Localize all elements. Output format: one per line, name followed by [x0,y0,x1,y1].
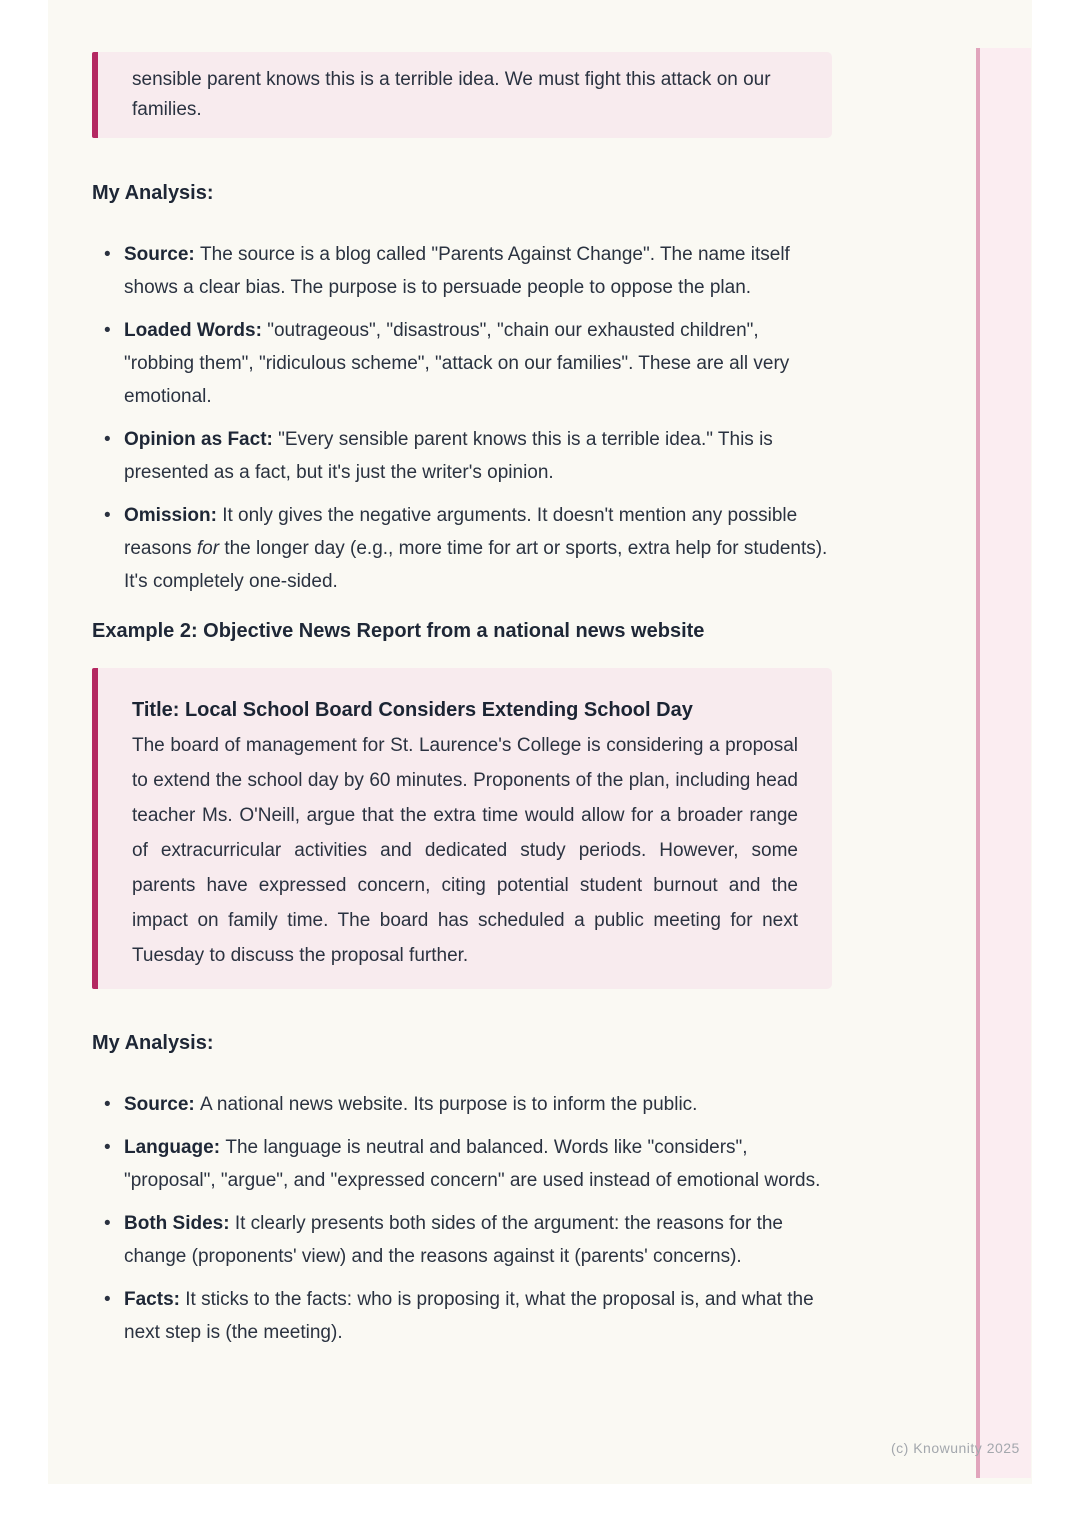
quote-article-title: Title: Local School Board Considers Extending School Day [132,699,693,721]
quote-article-body: The board of management for St. Laurence's College is considering a proposal to extend the school day by 60 minutes. Proponents of the plan, including head teacher Ms. O'Neill, argue that the extra time would allow for a broader range of extracurricular activities and dedicated study periods. However, some parents have expressed concern, citing potential student burnout and the impact on family time. The board has scheduled a public meeting for next Tuesday to discuss the proposal further. [132,735,798,966]
page-content [92,0,832,1359]
quote-block-news-report [92,668,832,989]
list-item-omission: • Omission: It only gives the negative arguments. It doesn't mention any possible reasons for the longer day (e.g., more time for art or sports, extra help for students). It's completely one-sided. [124,499,832,598]
list-item-both-sides: • Both Sides: It clearly presents both sides of the argument: the reasons for the change (proponents' view) and the reasons against it (parents' concerns). [124,1207,832,1273]
analysis-heading-1: My Analysis: [92,182,214,204]
document-page [48,0,1032,1484]
analysis-heading-2: My Analysis: [92,1032,214,1054]
analysis-list-2 [92,1088,832,1349]
quote-block-biased-blog [92,52,832,138]
list-item-source: • Source: The source is a blog called "Parents Against Change". The name itself shows a clear bias. The purpose is to persuade people to oppose the plan. [124,238,832,304]
example-2-heading: Example 2: Objective News Report from a national news website [92,620,705,642]
list-item-facts: • Facts: It sticks to the facts: who is proposing it, what the proposal is, and what the next step is (the meeting). [124,1283,832,1349]
list-item-source: • Source: A national news website. Its purpose is to inform the public. [124,1088,832,1121]
list-item-opinion-as-fact: • Opinion as Fact: "Every sensible parent knows this is a terrible idea." This is presented as a fact, but it's just the writer's opinion. [124,423,832,489]
next-page-edge [976,48,1031,1478]
copyright-watermark: (c) Knowunity 2025 [891,1440,1020,1456]
quote-text: sensible parent knows this is a terrible idea. We must fight this attack on our families. [132,69,771,120]
list-item-language: • Language: The language is neutral and balanced. Words like "considers", "proposal", "argue", and "expressed concern" are used instead of emotional words. [124,1131,832,1197]
list-item-loaded-words: • Loaded Words: "outrageous", "disastrous", "chain our exhausted children", "robbing them", "ridiculous scheme", "attack on our families". These are all very emotional. [124,314,832,413]
analysis-list-1 [92,238,832,598]
